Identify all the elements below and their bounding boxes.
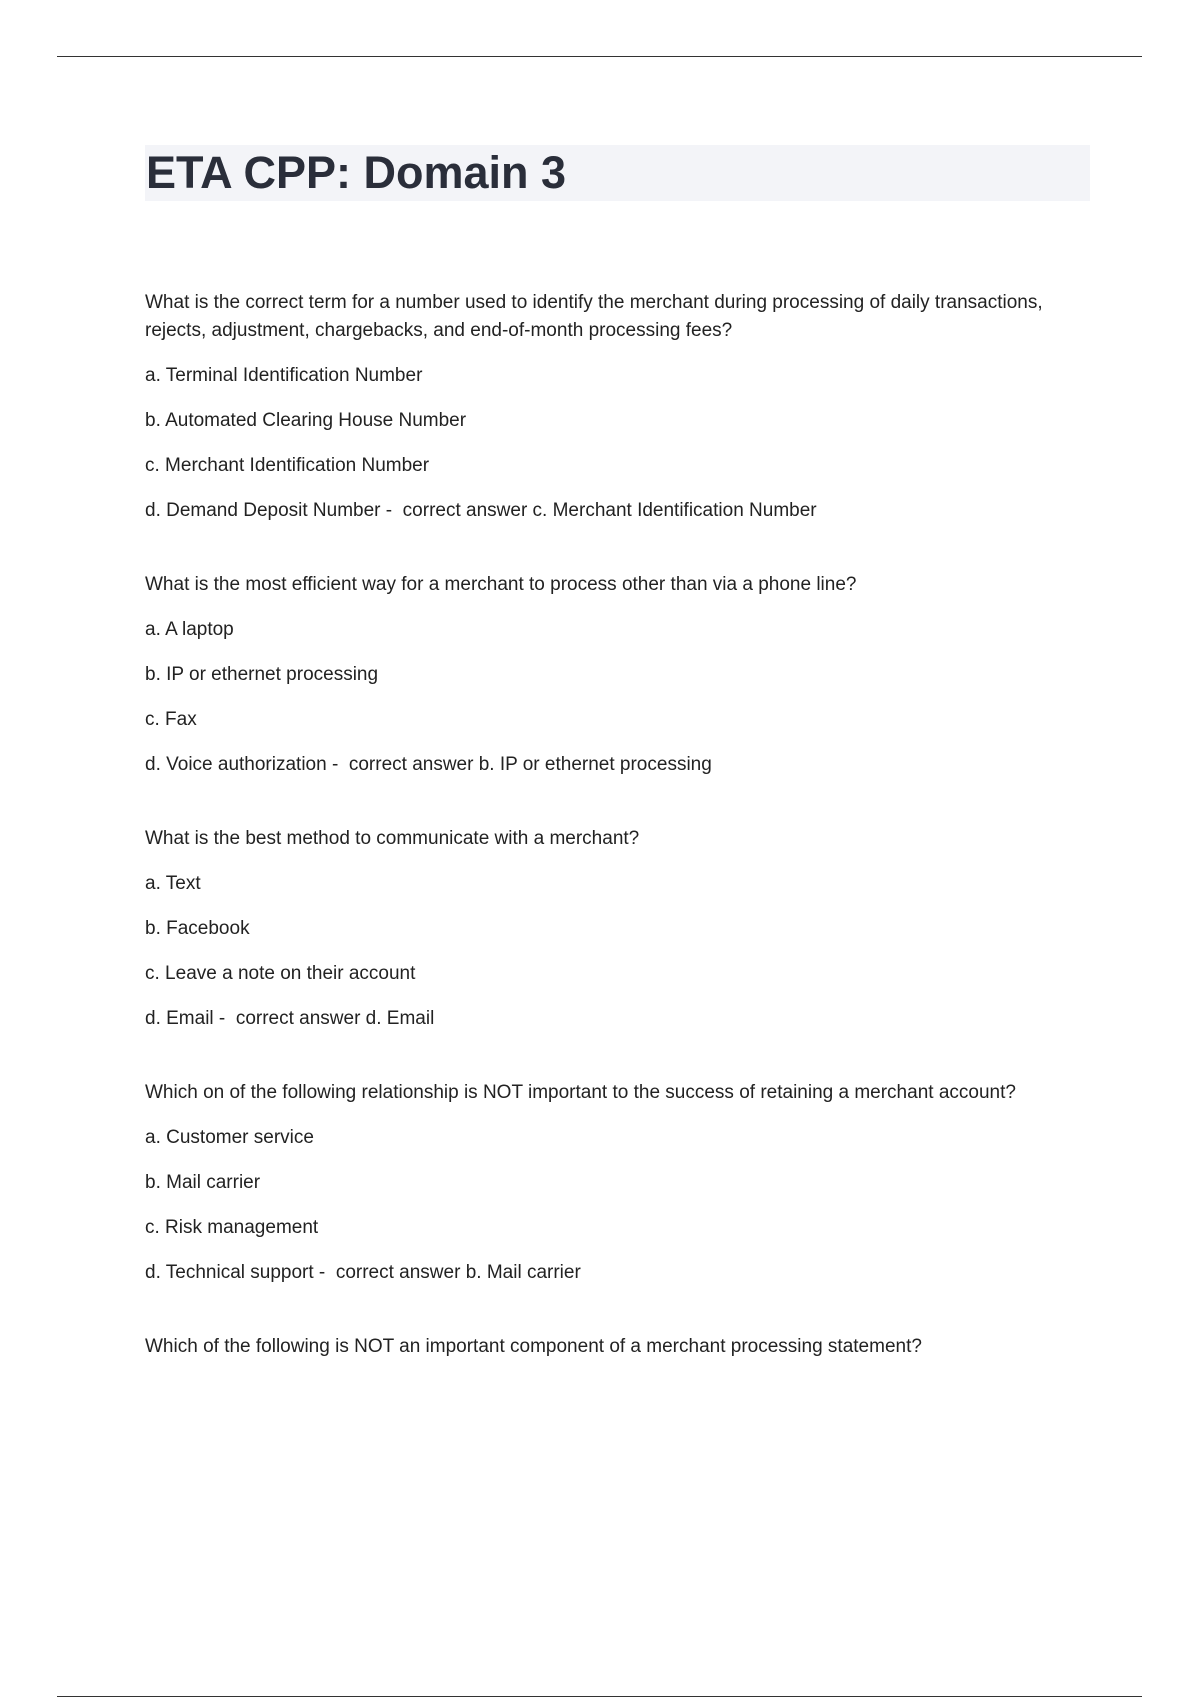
option-b: b. IP or ethernet processing: [145, 664, 379, 685]
option-a: a. A laptop: [145, 619, 234, 640]
question-block: [145, 825, 1105, 1033]
question-text: What is the most efficient way for a merchant to process other than via a phone line?: [145, 574, 857, 595]
option-b: b. Mail carrier: [145, 1172, 261, 1193]
question-text: Which of the following is NOT an important component of a merchant processing statement?: [145, 1336, 922, 1357]
option-d-with-answer: d. Demand Deposit Number - correct answer c. Merchant Identification Number: [145, 500, 817, 521]
correct-answer: correct answer c. Merchant Identification Number: [402, 500, 817, 521]
option-d-with-answer: d. Email - correct answer d. Email: [145, 1008, 435, 1029]
option-d-with-answer: d. Technical support - correct answer b. Mail carrier: [145, 1262, 581, 1283]
option-d: d. Technical support: [145, 1262, 314, 1283]
correct-answer: correct answer b. Mail carrier: [335, 1262, 581, 1283]
document-title: ETA CPP: Domain 3: [146, 147, 567, 198]
bottom-rule: [57, 1696, 1142, 1697]
option-a: a. Terminal Identification Number: [145, 365, 423, 386]
question-text: What is the best method to communicate with a merchant?: [145, 828, 640, 849]
option-d: d. Voice authorization: [145, 754, 327, 775]
option-b: b. Facebook: [145, 918, 250, 939]
question-text: What is the correct term for a number used to identify the merchant during processing of daily transactions, rejects, adjustment, chargebacks, and end-of-month processing fees?: [145, 292, 1043, 341]
option-c: c. Leave a note on their account: [145, 963, 416, 984]
option-c: c. Risk management: [145, 1217, 319, 1238]
question-list: [145, 289, 1105, 1407]
option-c: c. Fax: [145, 709, 197, 730]
question-block: [145, 1079, 1105, 1287]
option-d: d. Demand Deposit Number: [145, 500, 381, 521]
question-text: Which on of the following relationship is NOT important to the success of retaining a merchant account?: [145, 1082, 1016, 1103]
question-block: [145, 289, 1105, 525]
option-b: b. Automated Clearing House Number: [145, 410, 467, 431]
option-a: a. Text: [145, 873, 201, 894]
question-block: [145, 571, 1105, 779]
correct-answer: correct answer b. IP or ethernet processing: [348, 754, 712, 775]
question-block: [145, 1333, 1105, 1361]
top-rule: [57, 56, 1142, 57]
option-d: d. Email: [145, 1008, 214, 1029]
option-c: c. Merchant Identification Number: [145, 455, 430, 476]
option-a: a. Customer service: [145, 1127, 314, 1148]
correct-answer: correct answer d. Email: [235, 1008, 435, 1029]
option-d-with-answer: d. Voice authorization - correct answer b. IP or ethernet processing: [145, 754, 712, 775]
